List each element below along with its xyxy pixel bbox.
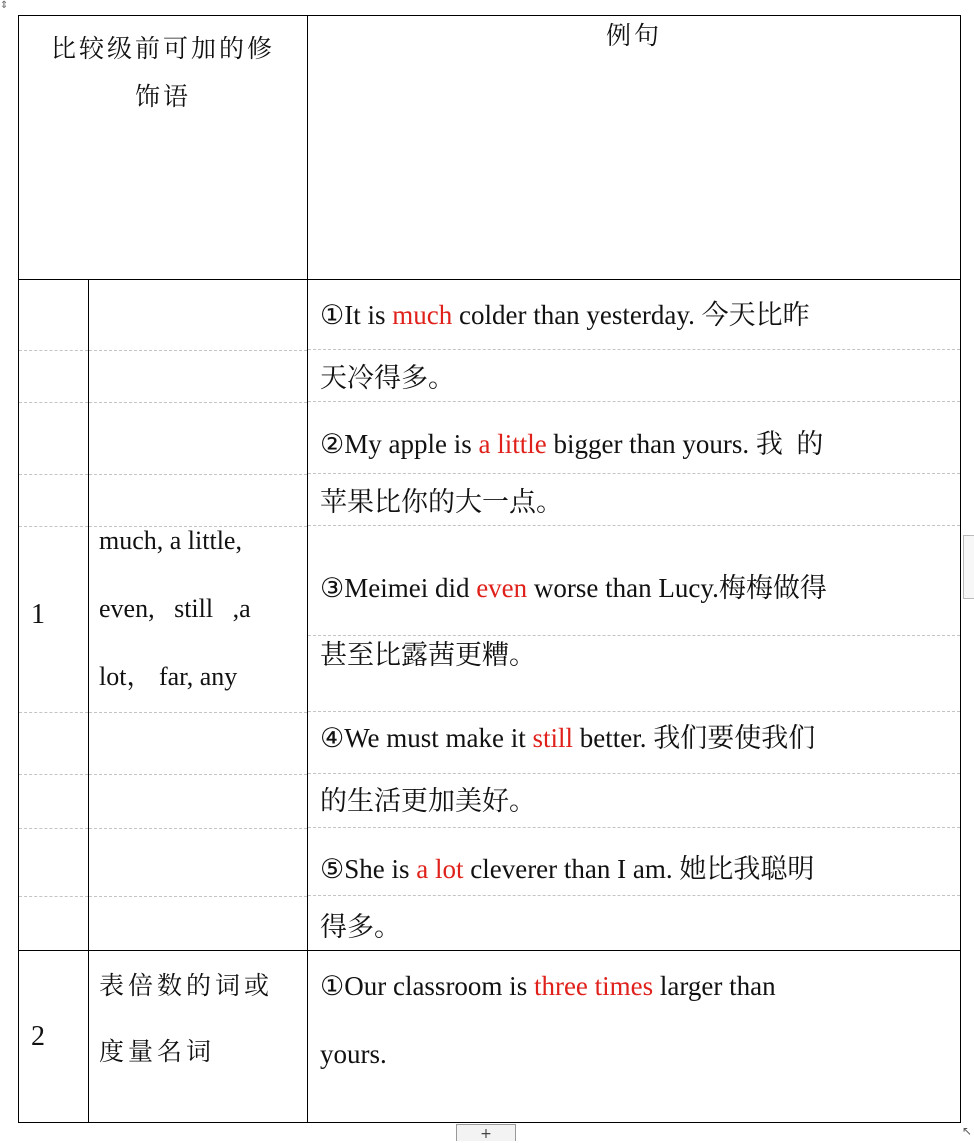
example-line: 苹果比你的大一点。 [308, 474, 960, 526]
header-row [19, 16, 961, 280]
table-row [19, 280, 961, 951]
modifier-line: 度量名词 [99, 1037, 216, 1066]
comparative-modifiers-table [18, 15, 961, 1123]
modifier-cell [89, 951, 308, 1123]
example-line: ⑤She is a lot cleverer than I am. 她比我聪明 [308, 828, 960, 896]
example-line: 甚至比露茜更糟。 [308, 636, 960, 712]
header-modifier-cell [19, 16, 308, 280]
highlight-word: a little [478, 429, 547, 459]
row-number-cell [19, 951, 89, 1123]
example-line: 得多。 [320, 912, 402, 943]
side-scroll-handle[interactable] [963, 535, 974, 599]
example-line: ④We must make it still better. 我们要使我们 [308, 712, 960, 774]
header-modifier-line2: 饰语 [135, 82, 192, 111]
modifier-line: much, a little, [99, 526, 242, 555]
example-line: 天冷得多。 [308, 350, 960, 402]
examples-cell [308, 951, 961, 1123]
highlight-word: much [392, 300, 453, 330]
modifier-line: 表倍数的词或 [99, 971, 274, 1000]
header-example-label: 例句 [606, 21, 663, 50]
example-line: ②My apple is a little bigger than yours. 我 的 [308, 402, 960, 474]
table-row [19, 951, 961, 1123]
examples-cell [308, 280, 961, 951]
header-example-cell [308, 16, 961, 280]
example-line: ①It is much colder than yesterday. 今天比昨 [308, 280, 960, 350]
header-modifier-line1: 比较级前可加的修 [51, 34, 276, 63]
row-number: 2 [31, 1020, 45, 1052]
example-line: ③Meimei did even worse than Lucy.梅梅做得 [308, 526, 960, 636]
highlight-word: a lot [416, 854, 464, 884]
modifier-line: lot， far, any [99, 662, 238, 691]
highlight-word: three times [533, 971, 654, 1001]
example-line: ①Our classroom is three times larger than [320, 971, 776, 1001]
modifier-line: even, still ,a [99, 594, 251, 623]
modifier-cell [89, 280, 308, 951]
resize-handle-icon[interactable]: ↖ [961, 1124, 972, 1138]
add-row-button[interactable]: + [456, 1124, 516, 1141]
highlight-word: even [476, 573, 528, 603]
row-number-cell [19, 280, 89, 951]
table-anchor-icon[interactable]: ⇕ [0, 0, 9, 11]
row-number: 1 [31, 599, 45, 630]
example-line: yours. [320, 1039, 387, 1069]
highlight-word: still [532, 723, 574, 753]
example-line: 的生活更加美好。 [308, 774, 960, 828]
